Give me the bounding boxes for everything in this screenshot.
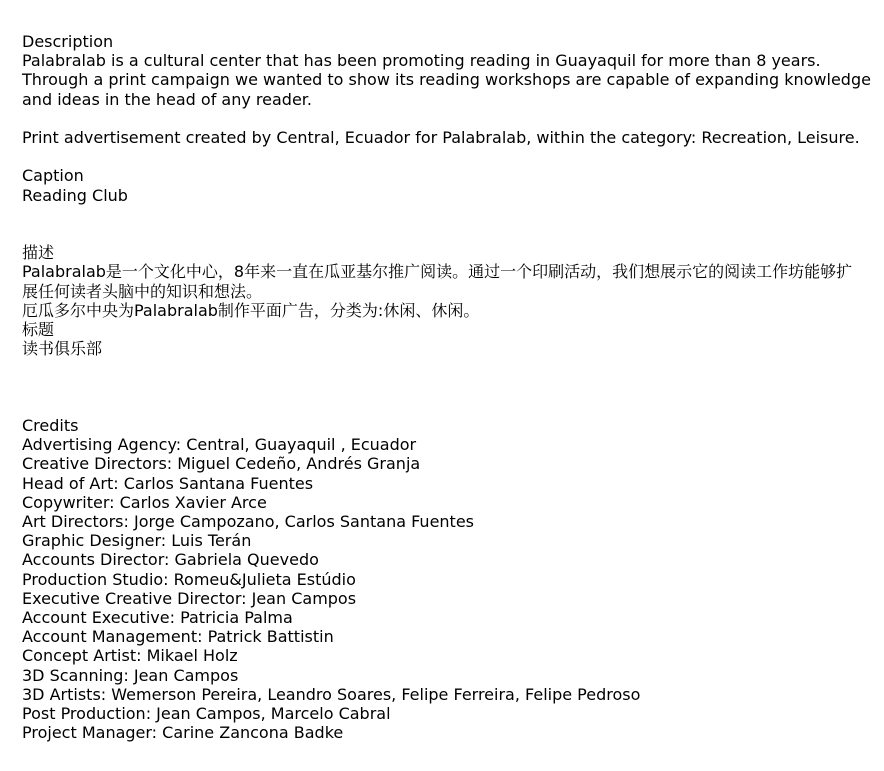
document-body — [22, 32, 872, 742]
credit-line: Concept Artist: Mikael Holz — [22, 646, 238, 666]
credit-line: Head of Art: Carlos Santana Fuentes — [22, 473, 314, 493]
credit-line: Post Production: Jean Campos, Marcelo Cabral — [22, 704, 391, 724]
spacer — [22, 109, 872, 128]
description-line: Palabralab is a cultural center that has been promoting reading in Guayaquil for more than 8 years. — [22, 51, 821, 71]
credit-line: Graphic Designer: Luis Terán — [22, 531, 252, 551]
chinese-caption-text: 读书俱乐部 — [22, 339, 103, 359]
credits-section — [22, 416, 872, 742]
chinese-print-ad-text: 厄瓜多尔中央为Palabralab制作平面广告，分类为:休闲、休闲。 — [22, 300, 480, 320]
caption-heading: Caption — [22, 166, 84, 186]
chinese-section — [22, 243, 872, 416]
credit-line: Account Executive: Patricia Palma — [22, 608, 293, 628]
description-heading: Description — [22, 32, 114, 51]
spacer — [22, 358, 872, 416]
caption-section — [22, 166, 872, 243]
credit-line: Executive Creative Director: Jean Campos — [22, 588, 357, 608]
description-line: Through a print campaign we wanted to show its reading workshops are capable of expanding knowledge — [22, 70, 871, 90]
credit-line: Advertising Agency: Central, Guayaquil , Ecuador — [22, 435, 417, 455]
chinese-description-body: Palabralab是一个文化中心，8年来一直在瓜亚基尔推广阅读。通过一个印刷活动，我们想展示它的阅读工作坊能够扩展任何读者头脑中的知识和想法。 — [22, 262, 853, 301]
credit-line: Copywriter: Carlos Xavier Arce — [22, 492, 267, 512]
description-line: and ideas in the head of any reader. — [22, 89, 312, 109]
spacer — [22, 224, 872, 243]
credit-line: Project Manager: Carine Zancona Badke — [22, 723, 344, 743]
spacer — [22, 147, 872, 166]
credit-line: Art Directors: Jorge Campozano, Carlos Santana Fuentes — [22, 512, 474, 531]
caption-text: Reading Club — [22, 185, 128, 205]
spacer — [22, 205, 872, 224]
credits-heading: Credits — [22, 415, 79, 435]
credit-line: Production Studio: Romeu&Julieta Estúdio — [22, 569, 356, 589]
chinese-description-heading: 描述 — [22, 243, 55, 263]
credit-line: Creative Directors: Miguel Cedeño, Andrés Granja — [22, 454, 421, 474]
print-ad-text: Print advertisement created by Central, Ecuador for Palabralab, within the category: Recreation, Leisure. — [22, 128, 860, 147]
chinese-caption-heading: 标题 — [22, 319, 55, 339]
description-section — [22, 32, 872, 166]
credit-line: Accounts Director: Gabriela Quevedo — [22, 550, 319, 570]
credit-line: 3D Artists: Wemerson Pereira, Leandro Soares, Felipe Ferreira, Felipe Pedroso — [22, 684, 641, 704]
credit-line: Account Management: Patrick Battistin — [22, 627, 334, 647]
credit-line: 3D Scanning: Jean Campos — [22, 665, 239, 685]
